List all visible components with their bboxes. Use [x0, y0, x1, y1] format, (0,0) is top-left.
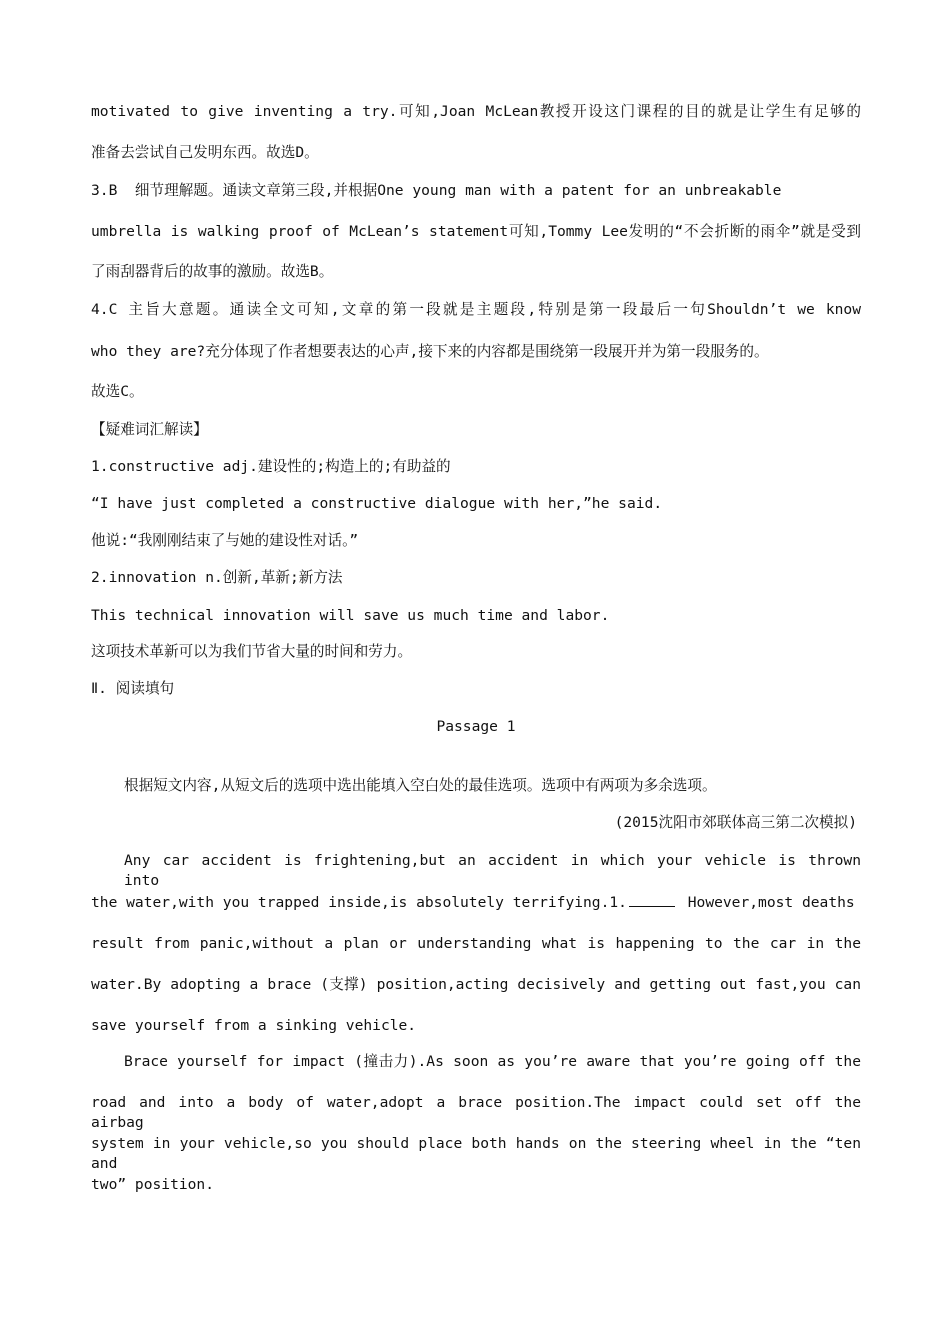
passage-p2-line-3: system in your vehicle,so you should place both hands on the steering wheel in the “ten and — [91, 1135, 861, 1172]
vocab-heading: 【疑难词汇解读】 — [91, 421, 208, 438]
passage-p1-line-3: result from panic,without a plan or understanding what is happening to the car in the — [91, 935, 861, 952]
source-note: (2015沈阳市郊联体高三第二次模拟) — [614, 814, 857, 831]
vocab-item-1-translation: 他说:“我刚刚结束了与她的建设性对话。” — [91, 532, 359, 549]
answer-3-line-2: umbrella is walking proof of McLean’s statement可知,Tommy Lee发明的“不会折断的雨伞”就是受到 — [91, 223, 861, 240]
passage-p1-line-2 — [91, 892, 861, 913]
answer-4-line-1: 4.C 主旨大意题。通读全文可知,文章的第一段就是主题段,特别是第一段最后一句Shouldn’t we know — [91, 301, 861, 318]
vocab-item-2-translation: 这项技术革新可以为我们节省大量的时间和劳力。 — [91, 643, 413, 660]
passage-p2-line-1: Brace yourself for impact (撞击力).As soon as you’re aware that you’re going off the — [124, 1053, 861, 1070]
passage-p1-line-2-end: However,most deaths — [678, 894, 855, 911]
vocab-item-1-example: “I have just completed a constructive dialogue with her,”he said. — [91, 495, 663, 512]
passage-p1-line-2-start: the water,with you trapped inside,is absolutely terrifying.1. — [91, 894, 627, 911]
section-heading: Ⅱ. 阅读填句 — [91, 680, 175, 697]
answer-4-line-3: 故选C。 — [91, 383, 144, 400]
answer-3-line-1: 3.B 细节理解题。通读文章第三段,并根据One young man with a patent for an unbreakable — [91, 182, 782, 199]
answer-2-conclusion-line: 准备去尝试自己发明东西。故选D。 — [91, 144, 319, 161]
vocab-item-2-example: This technical innovation will save us much time and labor. — [91, 607, 610, 624]
instruction-text: 根据短文内容,从短文后的选项中选出能填入空白处的最佳选项。选项中有两项为多余选项。 — [124, 777, 717, 794]
passage-p2-line-2: road and into a body of water,adopt a brace position.The impact could set off the airbag — [91, 1094, 861, 1131]
passage-title: Passage 1 — [436, 718, 516, 735]
answer-3-line-3: 了雨刮器背后的故事的激励。故选B。 — [91, 263, 334, 280]
passage-p2-line-4: two” position. — [91, 1176, 215, 1193]
answer-4-line-2: who they are?充分体现了作者想要表达的心声,接下来的内容都是围绕第一段展开并为第一段服务的。 — [91, 343, 769, 360]
passage-p1-line-1: Any car accident is frightening,but an accident in which your vehicle is thrown into — [124, 852, 861, 889]
vocab-item-2-definition: 2.innovation n.创新,革新;新方法 — [91, 569, 343, 586]
vocab-item-1-definition: 1.constructive adj.建设性的;构造上的;有助益的 — [91, 458, 451, 475]
answer-2-continuation-line: motivated to give inventing a try.可知,Joan McLean教授开设这门课程的目的就是让学生有足够的 — [91, 103, 861, 120]
blank-1 — [629, 892, 675, 907]
passage-p1-line-4: water.By adopting a brace (支撑) position,acting decisively and getting out fast,you can — [91, 976, 861, 993]
passage-p1-line-5: save yourself from a sinking vehicle. — [91, 1017, 417, 1034]
